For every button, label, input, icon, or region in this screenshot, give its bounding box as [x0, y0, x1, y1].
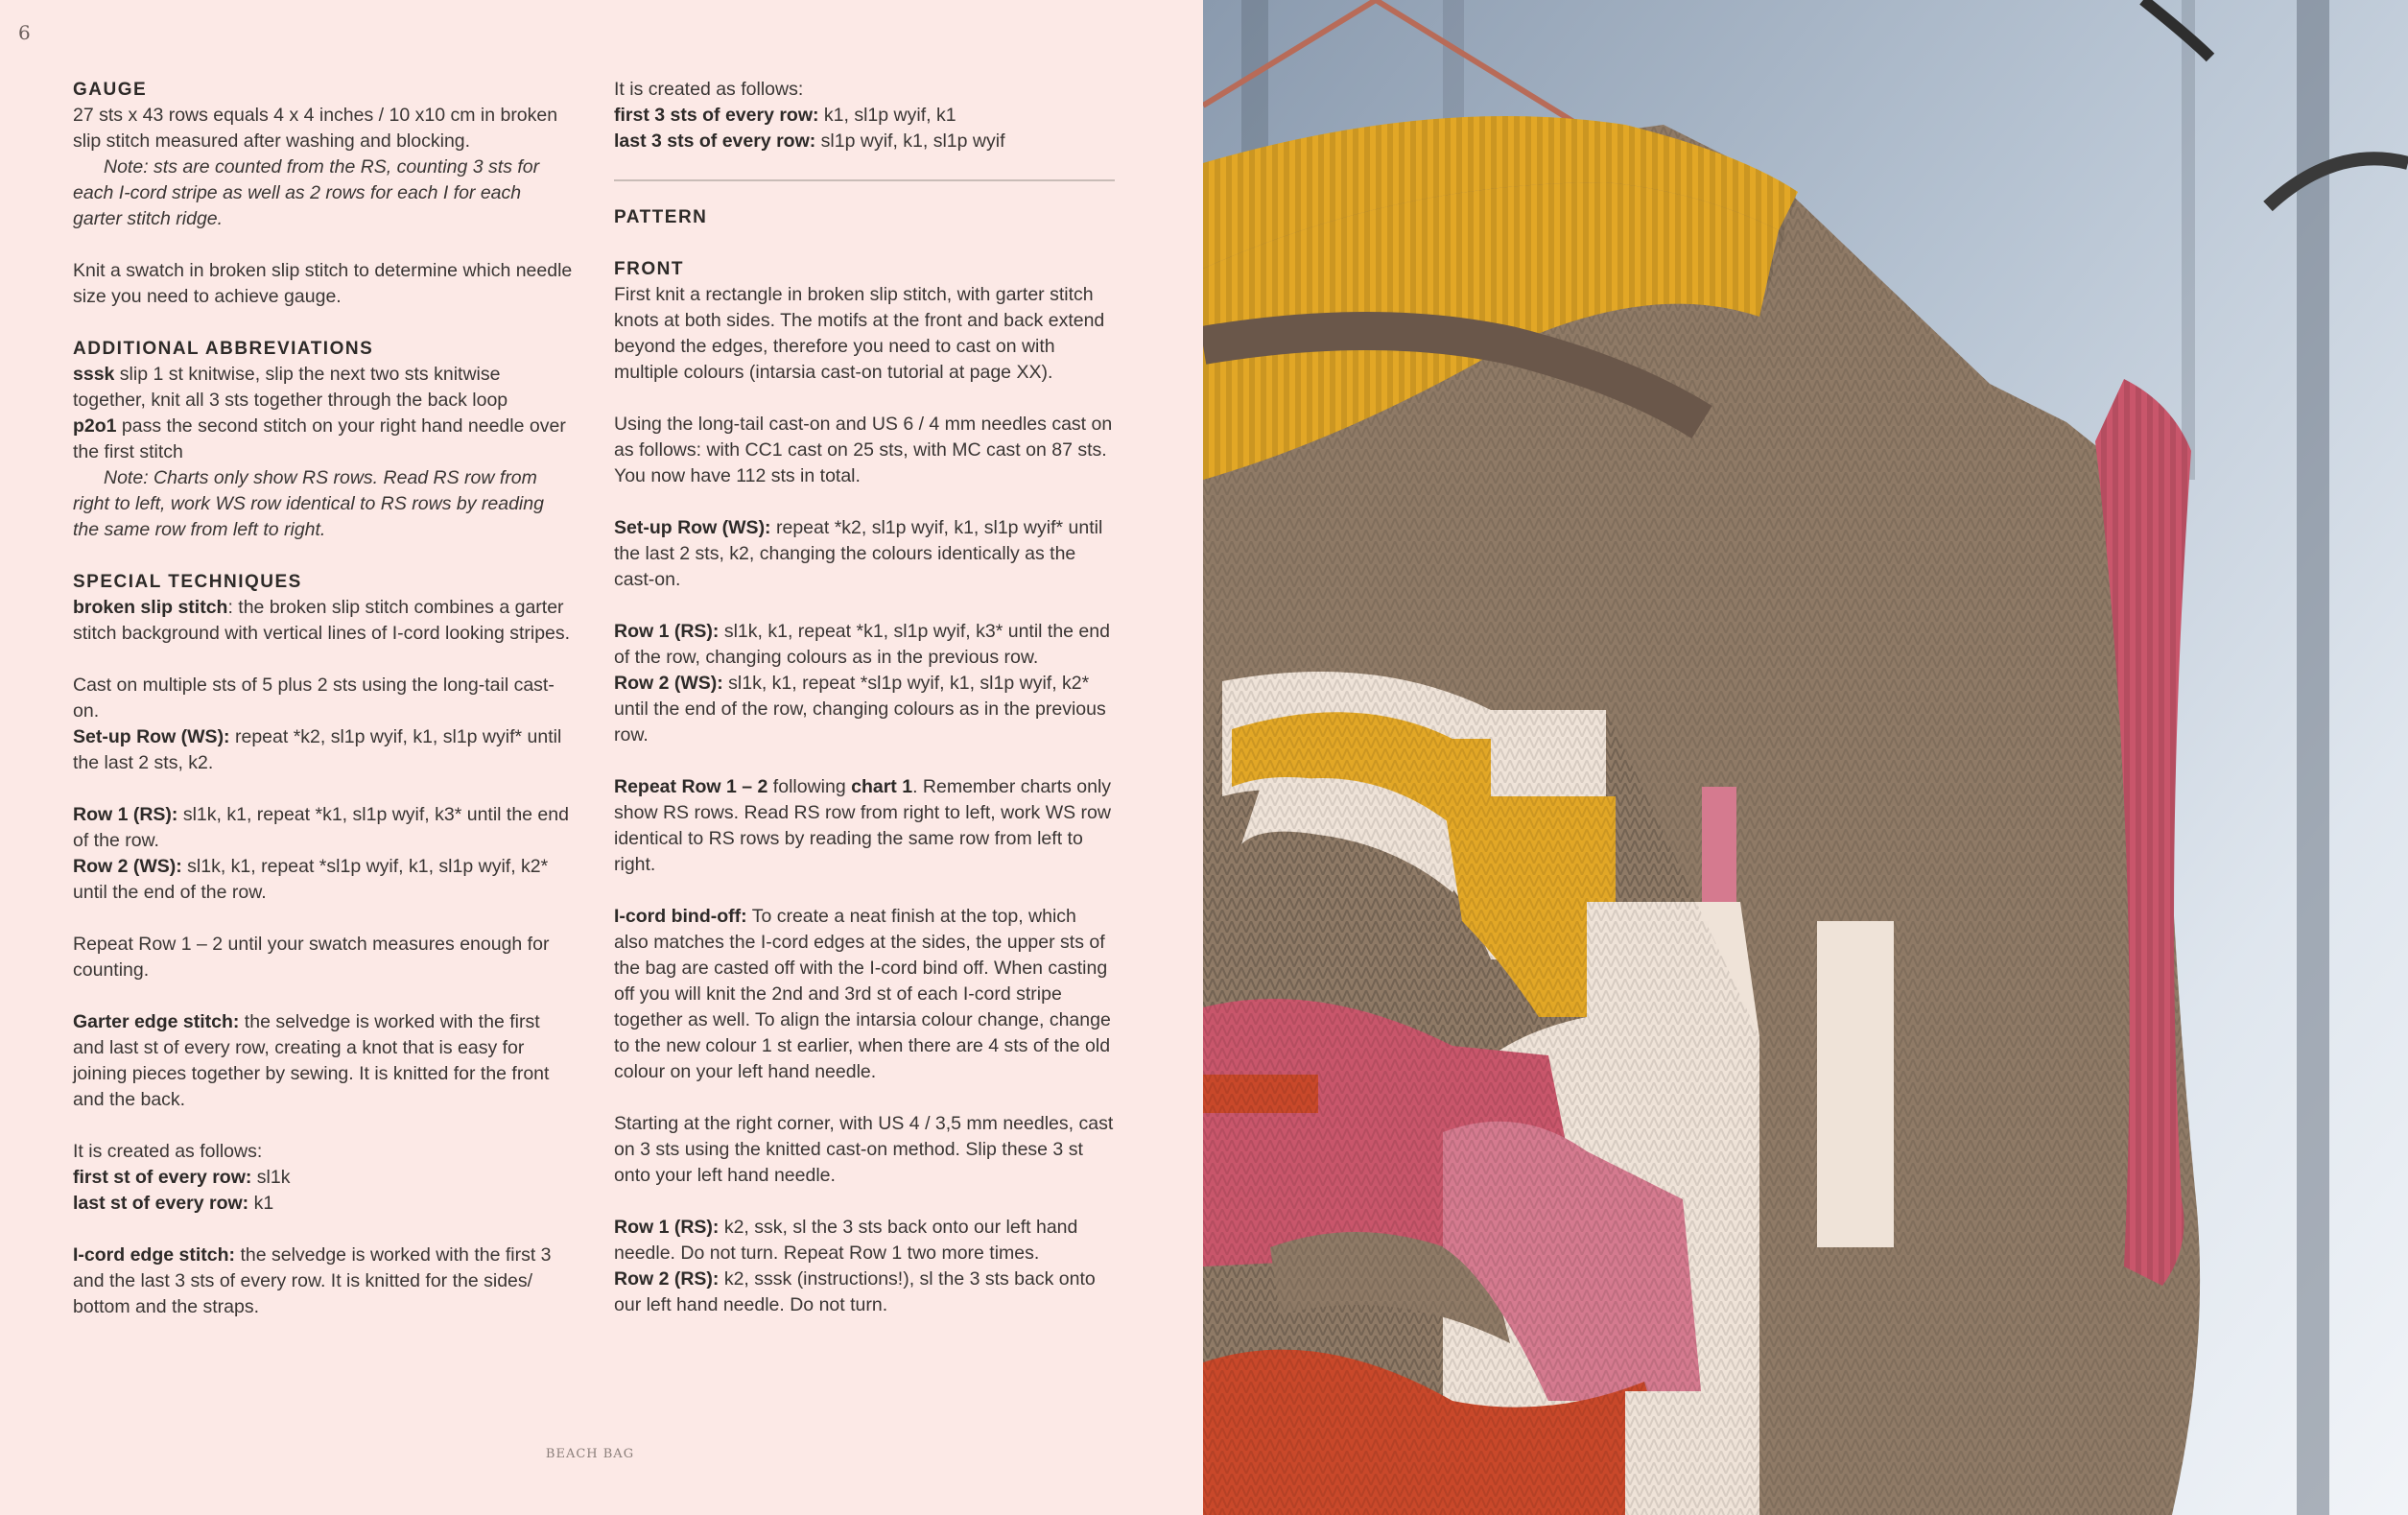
- right-column: [614, 77, 1115, 1318]
- row1-text-2: sl1k, k1, repeat *k1, sl1p wyif, k3* until the end of the row, changing colours as in the previous row.: [614, 621, 1110, 668]
- setup-text-2: repeat *k2, sl1p wyif, k1, sl1p wyif* until the last 2 sts, k2, changing the colours identically as the cast-on.: [614, 517, 1103, 590]
- last-st: [73, 1191, 574, 1217]
- sssk-text: slip 1 st knitwise, slip the next two sts knitwise together, knit all 3 sts together through the back loop: [73, 364, 508, 411]
- icord-label: I-cord edge stitch:: [73, 1244, 236, 1266]
- repeat-text: Repeat Row 1 – 2 until your swatch measures enough for counting.: [73, 934, 550, 981]
- repeat-label: Repeat Row 1 – 2: [614, 776, 768, 797]
- last-st-text: k1: [248, 1193, 274, 1214]
- chart-note: Note: Charts only show RS rows. Read RS row from right to left, work WS row identical to RS rows by reading the same row from left to right.: [73, 467, 544, 540]
- bss-label: broken slip stitch: [73, 597, 228, 618]
- row1: [73, 802, 574, 854]
- page-footer: BEACH BAG: [545, 1447, 635, 1461]
- last-st-label: last st of every row:: [73, 1193, 249, 1214]
- vest-photo: [1203, 0, 2408, 1515]
- p2o1-definition: [73, 414, 574, 465]
- row2-label: Row 2 (WS):: [73, 856, 182, 877]
- last3-sts: [614, 129, 1115, 154]
- broken-slip-stitch: [73, 595, 574, 647]
- caston-text: Cast on multiple sts of 5 plus 2 sts using the long-tail cast-on.: [73, 675, 555, 722]
- swatch-text: Knit a swatch in broken slip stitch to determine which needle size you need to achieve gauge.: [73, 260, 573, 307]
- row2-text-2: sl1k, k1, repeat *sl1p wyif, k1, sl1p wyif, k2* until the end of the row, changing colours as in the previous row.: [614, 673, 1106, 746]
- longtail-text: Using the long-tail cast-on and US 6 / 4 mm needles cast on as follows: with CC1 cast on 25 sts, with MC cast on 87 sts. You now have 112 sts in total.: [614, 414, 1113, 486]
- sssk-definition: [73, 362, 574, 414]
- setup-row-2: [614, 515, 1115, 593]
- garter-edge: [73, 1009, 574, 1113]
- p2o1-text: pass the second stitch on your right hand needle over the first stitch: [73, 415, 566, 462]
- bindoff-text: To create a neat finish at the top, which also matches the I-cord edges at the sides, the upper sts of the bag are casted off with the I-cord bind off. When casting off you will knit the 2nd and 3rd st of each I-cord stripe together as well. To align the intarsia colour change, change to the new colour 1 st earlier, when there are 4 sts of the old colour on your left hand needle.: [614, 906, 1111, 1082]
- gauge-heading: GAUGE: [73, 80, 148, 100]
- bind-row1: [614, 1215, 1115, 1266]
- bindoff-label: I-cord bind-off:: [614, 906, 747, 927]
- last3-text: sl1p wyif, k1, sl1p wyif: [815, 130, 1005, 152]
- row1-label: Row 1 (RS):: [73, 804, 178, 825]
- gauge-note: Note: sts are counted from the RS, counting 3 sts for each I-cord stripe as well as 2 rows for each I for each garter stitch ridge.: [73, 156, 540, 229]
- first3-label: first 3 sts of every row:: [614, 105, 819, 126]
- setup-text: repeat *k2, sl1p wyif, k1, sl1p wyif* until the last 2 sts, k2.: [73, 726, 562, 773]
- first3-text: k1, sl1p wyif, k1: [818, 105, 956, 126]
- sssk-label: sssk: [73, 364, 115, 385]
- garter-text: the selvedge is worked with the first and last st of every row, creating a knot that is easy for joining pieces together by sewing. It is knitted for the front and the back.: [73, 1011, 550, 1110]
- divider: [614, 179, 1115, 181]
- icord-text: the selvedge is worked with the first 3 and the last 3 sts of every row. It is knitted for the sides/ bottom and the straps.: [73, 1244, 552, 1317]
- row2-text: sl1k, k1, repeat *sl1p wyif, k1, sl1p wyif, k2* until the end of the row.: [73, 856, 549, 903]
- p2o1-label: p2o1: [73, 415, 117, 437]
- abbreviations-heading: ADDITIONAL ABBREVIATIONS: [73, 339, 374, 359]
- pattern-heading: PATTERN: [614, 207, 708, 227]
- created-text: It is created as follows:: [73, 1141, 263, 1162]
- row1-label-2: Row 1 (RS):: [614, 621, 720, 642]
- setup-label: Set-up Row (WS):: [73, 726, 230, 747]
- left-page: [0, 0, 1203, 1515]
- first3-sts: [614, 103, 1115, 129]
- bind-row2: [614, 1266, 1115, 1318]
- chart-label: chart 1: [851, 776, 913, 797]
- icord-bindoff: [614, 904, 1115, 1085]
- icord-edge: [73, 1243, 574, 1320]
- created-text-2: It is created as follows:: [614, 79, 804, 100]
- garter-label: Garter edge stitch:: [73, 1011, 240, 1032]
- brow2-label: Row 2 (RS):: [614, 1268, 720, 1290]
- last3-label: last 3 sts of every row:: [614, 130, 816, 152]
- first-st-label: first st of every row:: [73, 1167, 252, 1188]
- left-column: [73, 77, 574, 1320]
- techniques-heading: SPECIAL TECHNIQUES: [73, 572, 302, 592]
- row2: [73, 854, 574, 906]
- bss-text: : the broken slip stitch combines a garter stitch background with vertical lines of I-cord looking stripes.: [73, 597, 571, 644]
- setup-label-2: Set-up Row (WS):: [614, 517, 771, 538]
- row1-text: sl1k, k1, repeat *k1, sl1p wyif, k3* until the end of the row.: [73, 804, 569, 851]
- brow1-label: Row 1 (RS):: [614, 1217, 720, 1238]
- repeat-text-2: . Remember charts only show RS rows. Read RS row from right to left, work WS row identical to RS rows by reading the same row from left to right.: [614, 776, 1112, 875]
- setup-row: [73, 724, 574, 776]
- brow1-text: k2, ssk, sl the 3 sts back onto our left hand needle. Do not turn. Repeat Row 1 two more times.: [614, 1217, 1078, 1264]
- front-text: First knit a rectangle in broken slip stitch, with garter stitch knots at both sides. The motifs at the front and back extend beyond the edges, therefore you need to cast on with multiple colours (intarsia cast-on tutorial at page XX).: [614, 284, 1105, 383]
- row2-label-2: Row 2 (WS):: [614, 673, 723, 694]
- brow2-text: k2, sssk (instructions!), sl the 3 sts back onto our left hand needle. Do not turn.: [614, 1268, 1096, 1315]
- row2-2: [614, 671, 1115, 748]
- start-text: Starting at the right corner, with US 4 / 3,5 mm needles, cast on 3 sts using the knitted cast-on method. Slip these 3 st onto your left hand needle.: [614, 1113, 1114, 1186]
- first-st-text: sl1k: [251, 1167, 291, 1188]
- front-heading: FRONT: [614, 259, 684, 279]
- first-st: [73, 1165, 574, 1191]
- repeat-mid: following: [767, 776, 852, 797]
- repeat-chart: [614, 774, 1115, 878]
- row1-2: [614, 619, 1115, 671]
- page-number: 6: [18, 21, 31, 44]
- gauge-text: 27 sts x 43 rows equals 4 x 4 inches / 10 x10 cm in broken slip stitch measured after washing and blocking.: [73, 105, 558, 152]
- knitted-vest-image: [1203, 0, 2408, 1515]
